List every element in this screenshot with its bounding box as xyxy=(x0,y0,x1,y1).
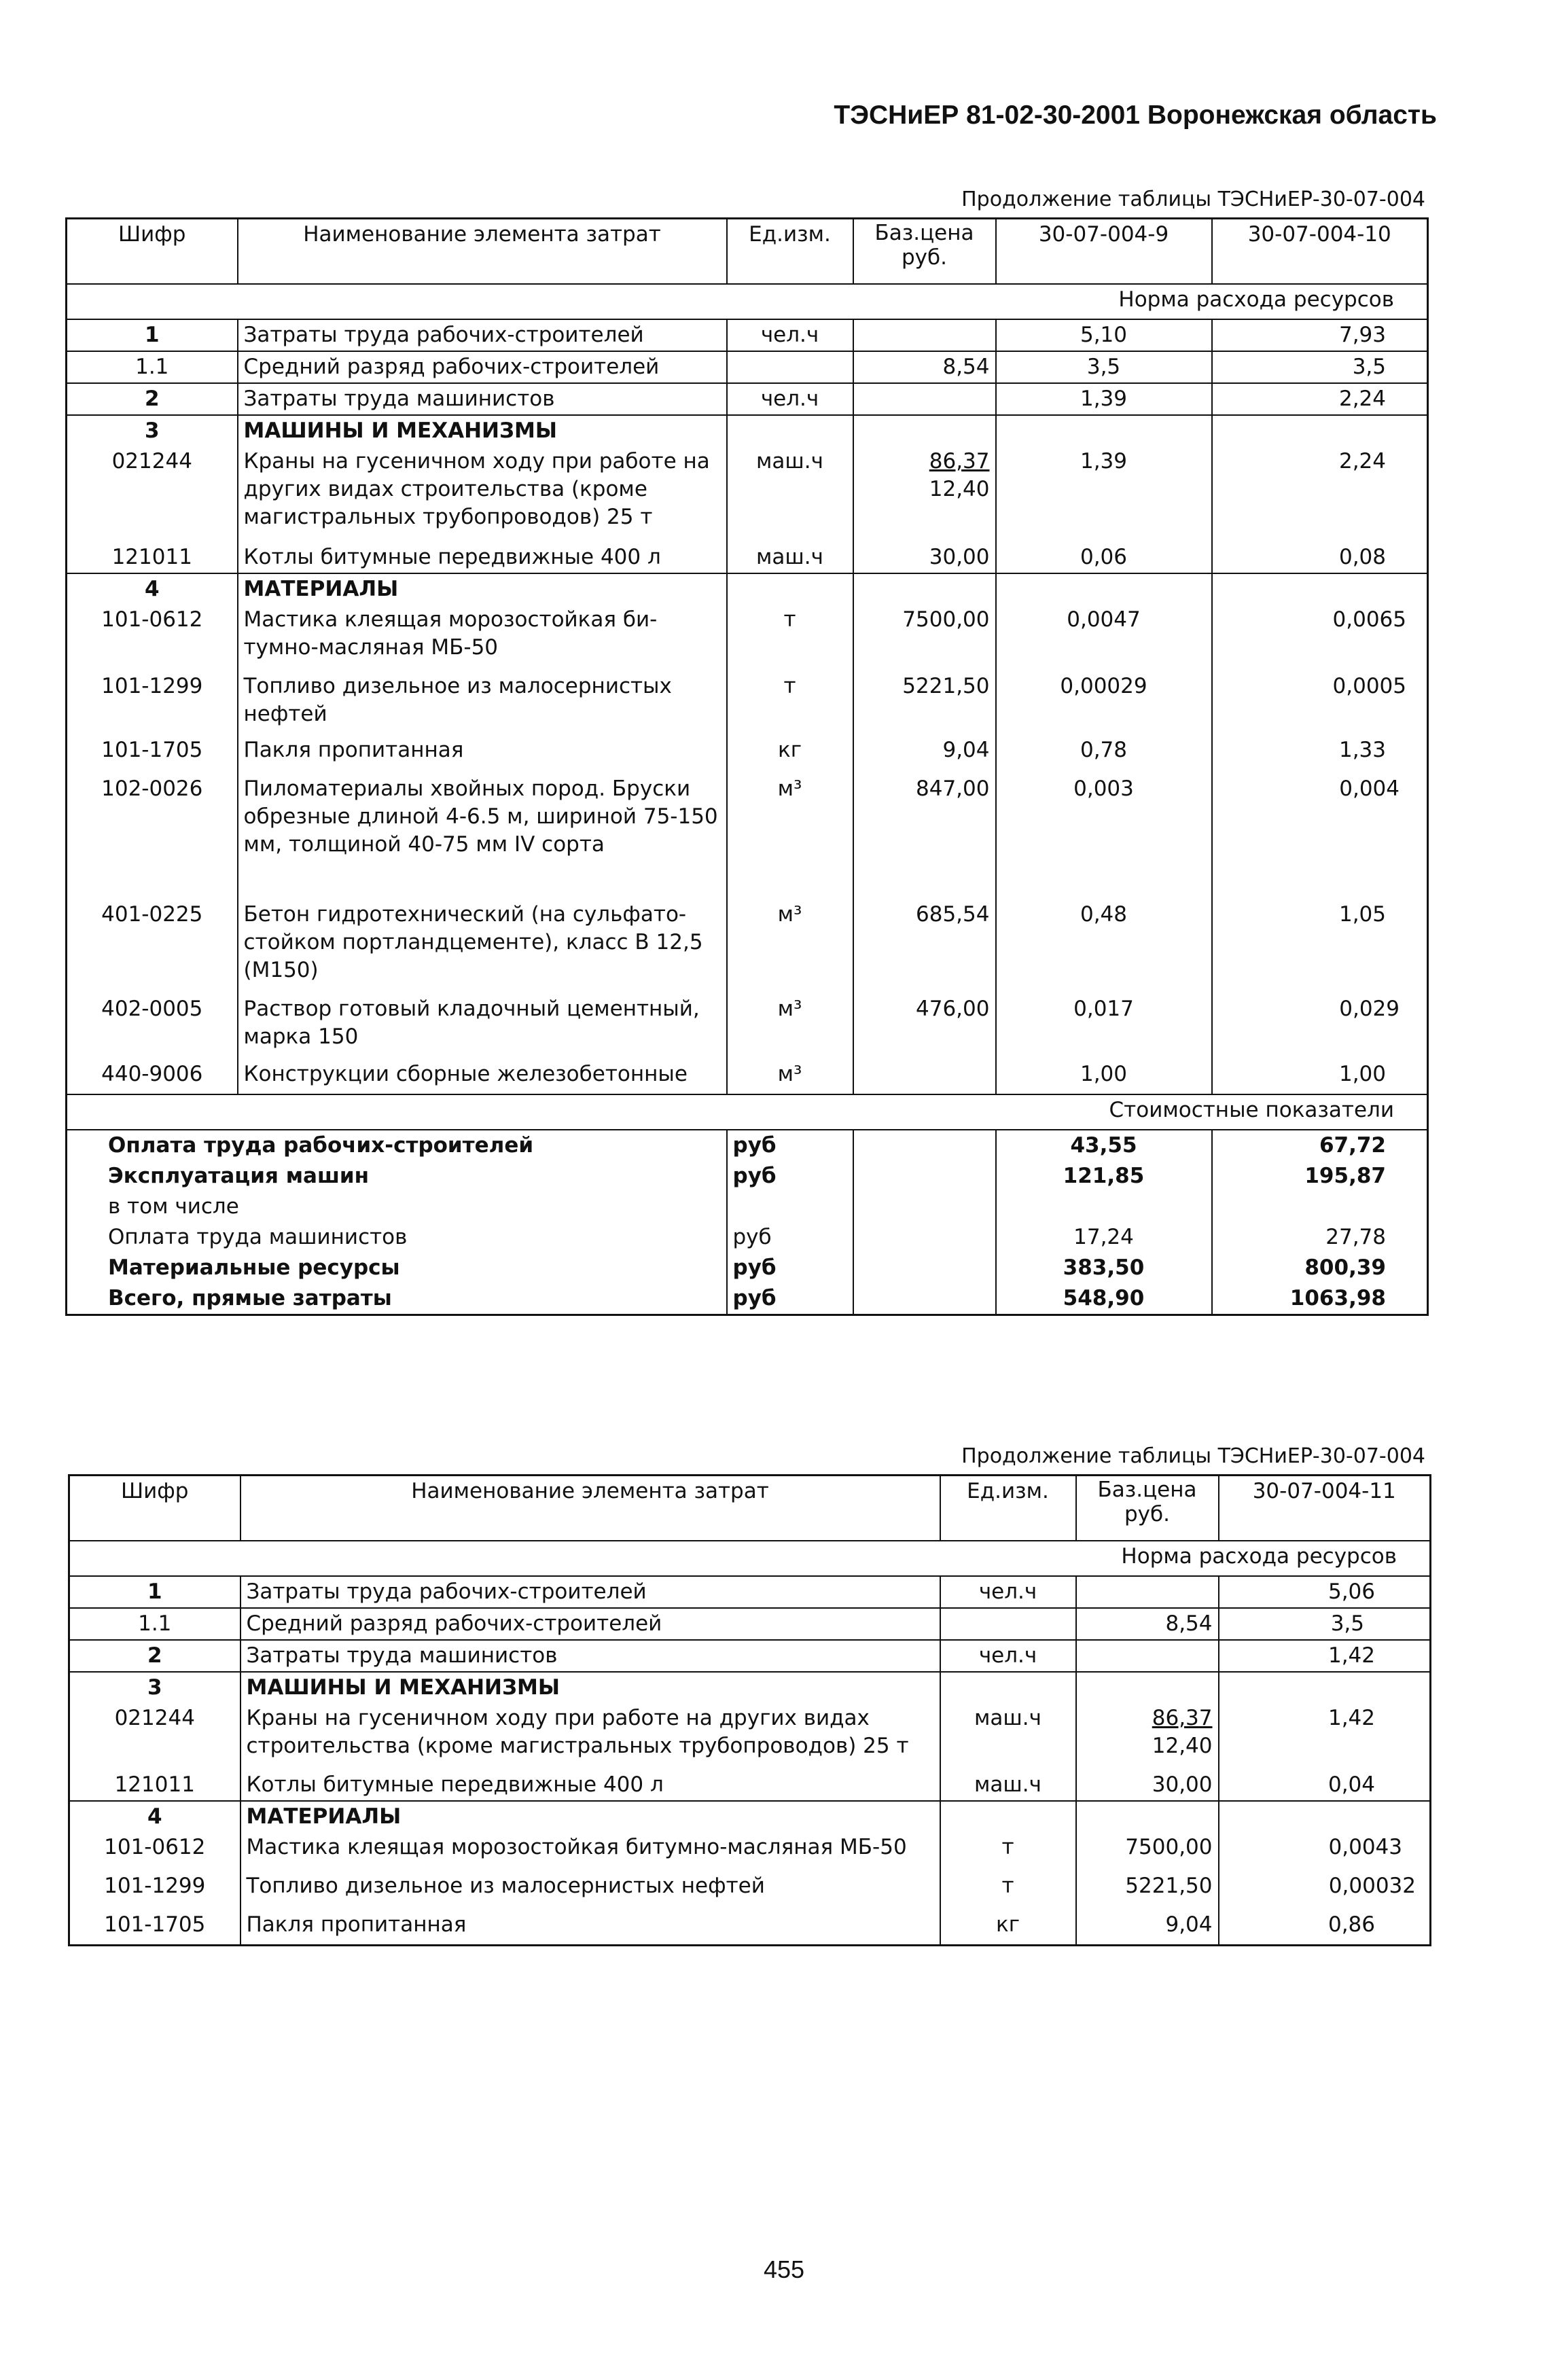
resource-table-2 xyxy=(68,1474,1431,1946)
row-code: 402-0005 xyxy=(101,997,203,1021)
row-name: Бетон гидротехнический (на сульфато-стойком портландцементе), класс В 12,5 (М150) xyxy=(238,899,727,994)
total-value-9: 383,50 xyxy=(996,1253,1212,1283)
row-name: Затраты труда рабочих-строителей xyxy=(240,1576,940,1608)
row-name: Раствор готовый кладочный цементный, марка 150 xyxy=(238,994,727,1059)
total-name: в том числе xyxy=(108,1194,239,1219)
total-name: Всего, прямые затраты xyxy=(108,1286,392,1310)
row-name: МАШИНЫ И МЕХАНИЗМЫ xyxy=(238,415,727,446)
section-row-machines xyxy=(69,1672,1431,1703)
row-name: Мастика клеящая морозостойкая би-тумно-масляная МБ-50 xyxy=(238,605,727,671)
row-name: Затраты труда рабочих-строителей xyxy=(238,319,727,351)
row-value-9: 0,0047 xyxy=(996,605,1212,671)
row-code: 102-0026 xyxy=(101,776,203,801)
row-name: Пакля пропитанная xyxy=(238,735,727,774)
row-unit xyxy=(727,351,853,383)
row-name: Мастика клеящая морозостойкая битумно-масляная МБ-50 xyxy=(240,1832,940,1871)
row-value-9: 0,003 xyxy=(996,774,1212,899)
total-value-10: 27,78 xyxy=(1212,1222,1428,1253)
column-header-price: Баз.цена руб. xyxy=(853,219,996,285)
row-price: 476,00 xyxy=(853,994,996,1059)
row-price: 9,04 xyxy=(1076,1910,1219,1946)
table-row xyxy=(67,774,1428,899)
row-name: Затраты труда машинистов xyxy=(238,383,727,415)
table-row xyxy=(67,319,1428,351)
row-unit: м³ xyxy=(727,899,853,994)
total-unit xyxy=(727,1192,853,1222)
row-code: 121011 xyxy=(111,545,192,569)
row-unit: маш.ч xyxy=(727,446,853,542)
row-price: 30,00 xyxy=(1076,1770,1219,1801)
table1-cost-row xyxy=(67,1094,1428,1130)
table-row xyxy=(67,735,1428,774)
row-value-10: 0,0005 xyxy=(1212,671,1428,735)
table-row xyxy=(67,446,1428,542)
row-value-9: 3,5 xyxy=(996,351,1212,383)
table-row xyxy=(69,1832,1431,1871)
row-name: Затраты труда машинистов xyxy=(240,1640,940,1672)
row-code: 440-9006 xyxy=(101,1062,203,1086)
column-header-norm-9: 30-07-004-9 xyxy=(996,219,1212,285)
table-row xyxy=(67,994,1428,1059)
row-value-10: 1,33 xyxy=(1212,735,1428,774)
row-name: Пакля пропитанная xyxy=(240,1910,940,1946)
row-code: 101-0612 xyxy=(101,607,203,632)
row-price: 7500,00 xyxy=(1076,1832,1219,1871)
row-unit: т xyxy=(727,605,853,671)
row-code: 401-0225 xyxy=(101,902,203,927)
price-labor: 12,40 xyxy=(1152,1734,1213,1758)
row-unit: м³ xyxy=(727,774,853,899)
table-row xyxy=(69,1640,1431,1672)
row-unit: маш.ч xyxy=(940,1703,1076,1770)
row-name: Топливо дизельное из малосернистых нефтей xyxy=(240,1871,940,1910)
norm-label: Норма расхода ресурсов xyxy=(1121,1544,1397,1569)
row-unit: т xyxy=(940,1832,1076,1871)
row-price: 847,00 xyxy=(853,774,996,899)
row-unit: чел.ч xyxy=(727,319,853,351)
total-value-10: 1063,98 xyxy=(1212,1283,1428,1315)
price-labor: 12,40 xyxy=(929,477,990,501)
row-value-9: 5,10 xyxy=(996,319,1212,351)
row-value-11: 1,42 xyxy=(1219,1703,1431,1770)
row-code: 121011 xyxy=(114,1772,195,1797)
row-unit xyxy=(940,1608,1076,1640)
row-name: Краны на гусеничном ходу при работе на других видах строительства (кроме магистральных трубопроводов) 25 т xyxy=(238,446,727,542)
row-price xyxy=(1076,1576,1219,1608)
total-row xyxy=(67,1222,1428,1253)
row-price xyxy=(853,319,996,351)
row-value-9: 0,06 xyxy=(996,542,1212,573)
row-value-11: 0,86 xyxy=(1219,1910,1431,1946)
row-price: 8,54 xyxy=(853,351,996,383)
table1-norm-row xyxy=(67,284,1428,319)
table1-continuation-label: Продолжение таблицы ТЭСНиЕР-30-07-004 xyxy=(961,187,1425,211)
column-header-price: Баз.цена руб. xyxy=(1076,1476,1219,1541)
total-unit: руб xyxy=(727,1222,853,1253)
table2-header-row xyxy=(69,1476,1431,1541)
section-row-materials xyxy=(67,573,1428,605)
row-price: 8,54 xyxy=(1076,1608,1219,1640)
row-price xyxy=(1076,1640,1219,1672)
column-header-norm-11: 30-07-004-11 xyxy=(1219,1476,1431,1541)
table-row xyxy=(69,1608,1431,1640)
row-price xyxy=(1076,1703,1219,1770)
total-row xyxy=(67,1253,1428,1283)
row-code: 1 xyxy=(147,1579,162,1604)
row-name: Пиломатериалы хвойных пород. Бруски обрезные длиной 4-6.5 м, шириной 75-150 мм, толщиной 40-75 мм IV сорта xyxy=(238,774,727,899)
table-row xyxy=(69,1576,1431,1608)
total-row xyxy=(67,1192,1428,1222)
row-name: Средний разряд рабочих-строителей xyxy=(238,351,727,383)
row-value-10: 3,5 xyxy=(1212,351,1428,383)
row-code: 101-1299 xyxy=(101,674,203,698)
row-value-11: 5,06 xyxy=(1219,1576,1431,1608)
row-name: Средний разряд рабочих-строителей xyxy=(240,1608,940,1640)
row-value-11: 1,42 xyxy=(1219,1640,1431,1672)
total-unit: руб xyxy=(727,1283,853,1315)
row-value-10: 0,029 xyxy=(1212,994,1428,1059)
column-header-name: Наименование элемента затрат xyxy=(238,219,727,285)
row-value-9: 0,00029 xyxy=(996,671,1212,735)
table-row xyxy=(67,1059,1428,1094)
row-code: 101-1705 xyxy=(104,1912,206,1937)
total-value-10 xyxy=(1212,1192,1428,1222)
price-total: 86,37 xyxy=(1152,1706,1213,1730)
total-row xyxy=(67,1130,1428,1161)
table-row xyxy=(67,899,1428,994)
row-code: 2 xyxy=(144,387,160,411)
row-value-10: 0,004 xyxy=(1212,774,1428,899)
row-unit: чел.ч xyxy=(940,1576,1076,1608)
cost-label: Стоимостные показатели xyxy=(1109,1098,1394,1122)
row-value-9: 0,017 xyxy=(996,994,1212,1059)
row-value-9: 0,48 xyxy=(996,899,1212,994)
row-unit: м³ xyxy=(727,994,853,1059)
row-code: 3 xyxy=(144,418,160,443)
row-unit: кг xyxy=(940,1910,1076,1946)
row-value-11: 0,04 xyxy=(1219,1770,1431,1801)
row-value-11: 0,0043 xyxy=(1219,1832,1431,1871)
table-row xyxy=(67,351,1428,383)
document-title: ТЭСНиЕР 81-02-30-2001 Воронежская область xyxy=(834,101,1437,130)
row-value-9: 0,78 xyxy=(996,735,1212,774)
total-value-9 xyxy=(996,1192,1212,1222)
table1-header-row xyxy=(67,219,1428,285)
row-unit: кг xyxy=(727,735,853,774)
total-value-10: 195,87 xyxy=(1212,1161,1428,1192)
row-price: 9,04 xyxy=(853,735,996,774)
row-unit: т xyxy=(727,671,853,735)
row-price: 5221,50 xyxy=(1076,1871,1219,1910)
table-row xyxy=(69,1770,1431,1801)
row-value-10: 0,0065 xyxy=(1212,605,1428,671)
table-row xyxy=(67,542,1428,573)
row-value-11: 3,5 xyxy=(1219,1608,1431,1640)
table-row xyxy=(69,1910,1431,1946)
total-unit: руб xyxy=(727,1130,853,1161)
table-row xyxy=(67,383,1428,415)
row-name: Конструкции сборные железобетонные xyxy=(238,1059,727,1094)
row-unit: чел.ч xyxy=(940,1640,1076,1672)
row-unit: т xyxy=(940,1871,1076,1910)
row-code: 101-0612 xyxy=(104,1835,206,1859)
row-code: 2 xyxy=(147,1643,162,1668)
page-number: 455 xyxy=(763,2255,805,2283)
row-unit: чел.ч xyxy=(727,383,853,415)
row-code: 3 xyxy=(147,1675,162,1700)
total-value-10: 67,72 xyxy=(1212,1130,1428,1161)
row-code: 4 xyxy=(144,577,160,601)
row-name: МАШИНЫ И МЕХАНИЗМЫ xyxy=(240,1672,940,1703)
row-value-9: 1,39 xyxy=(996,446,1212,542)
row-price: 7500,00 xyxy=(853,605,996,671)
row-price xyxy=(853,1059,996,1094)
row-value-10: 1,05 xyxy=(1212,899,1428,994)
total-name: Материальные ресурсы xyxy=(108,1255,400,1280)
row-price xyxy=(853,446,996,542)
total-name: Оплата труда машинистов xyxy=(108,1225,408,1249)
row-value-9: 1,00 xyxy=(996,1059,1212,1094)
row-value-10: 2,24 xyxy=(1212,446,1428,542)
row-value-10: 2,24 xyxy=(1212,383,1428,415)
row-price: 685,54 xyxy=(853,899,996,994)
row-code: 1 xyxy=(144,323,160,347)
row-value-10: 0,08 xyxy=(1212,542,1428,573)
total-value-9: 17,24 xyxy=(996,1222,1212,1253)
row-code: 021244 xyxy=(114,1706,195,1730)
table-row xyxy=(69,1871,1431,1910)
row-value-10: 7,93 xyxy=(1212,319,1428,351)
table-row xyxy=(69,1703,1431,1770)
total-row xyxy=(67,1283,1428,1315)
row-code: 101-1299 xyxy=(104,1874,206,1898)
column-header-unit: Ед.изм. xyxy=(940,1476,1076,1541)
row-value-10: 1,00 xyxy=(1212,1059,1428,1094)
total-unit: руб xyxy=(727,1253,853,1283)
table2-continuation-label: Продолжение таблицы ТЭСНиЕР-30-07-004 xyxy=(961,1444,1425,1468)
table-row xyxy=(67,671,1428,735)
column-header-unit: Ед.изм. xyxy=(727,219,853,285)
row-code: 101-1705 xyxy=(101,738,203,762)
table2-norm-row xyxy=(69,1541,1431,1576)
total-unit: руб xyxy=(727,1161,853,1192)
row-name: МАТЕРИАЛЫ xyxy=(238,573,727,605)
column-header-code: Шифр xyxy=(118,222,186,247)
row-name: Котлы битумные передвижные 400 л xyxy=(238,542,727,573)
resource-table-1 xyxy=(65,217,1429,1316)
total-value-10: 800,39 xyxy=(1212,1253,1428,1283)
row-code: 1.1 xyxy=(135,355,169,379)
row-code: 1.1 xyxy=(138,1611,172,1636)
column-header-name: Наименование элемента затрат xyxy=(240,1476,940,1541)
total-name: Эксплуатация машин xyxy=(108,1164,370,1188)
section-row-materials xyxy=(69,1801,1431,1832)
total-value-9: 121,85 xyxy=(996,1161,1212,1192)
row-price xyxy=(853,383,996,415)
row-price: 30,00 xyxy=(853,542,996,573)
row-value-9: 1,39 xyxy=(996,383,1212,415)
row-value-11: 0,00032 xyxy=(1219,1871,1431,1910)
price-total: 86,37 xyxy=(929,449,990,474)
row-unit: маш.ч xyxy=(940,1770,1076,1801)
total-value-9: 548,90 xyxy=(996,1283,1212,1315)
table-row xyxy=(67,605,1428,671)
row-code: 4 xyxy=(147,1804,162,1829)
row-name: МАТЕРИАЛЫ xyxy=(240,1801,940,1832)
norm-label: Норма расхода ресурсов xyxy=(1118,287,1394,312)
total-name: Оплата труда рабочих-строителей xyxy=(108,1133,534,1158)
row-price: 5221,50 xyxy=(853,671,996,735)
row-unit: м³ xyxy=(727,1059,853,1094)
column-header-code: Шифр xyxy=(121,1479,189,1503)
row-code: 021244 xyxy=(111,449,192,474)
column-header-norm-10: 30-07-004-10 xyxy=(1212,219,1428,285)
section-row-machines xyxy=(67,415,1428,446)
row-name: Топливо дизельное из малосернистых нефтей xyxy=(238,671,727,735)
row-name: Котлы битумные передвижные 400 л xyxy=(240,1770,940,1801)
row-unit: маш.ч xyxy=(727,542,853,573)
total-value-9: 43,55 xyxy=(996,1130,1212,1161)
row-name: Краны на гусеничном ходу при работе на других видах строительства (кроме магистральных трубопроводов) 25 т xyxy=(240,1703,940,1770)
total-row xyxy=(67,1161,1428,1192)
